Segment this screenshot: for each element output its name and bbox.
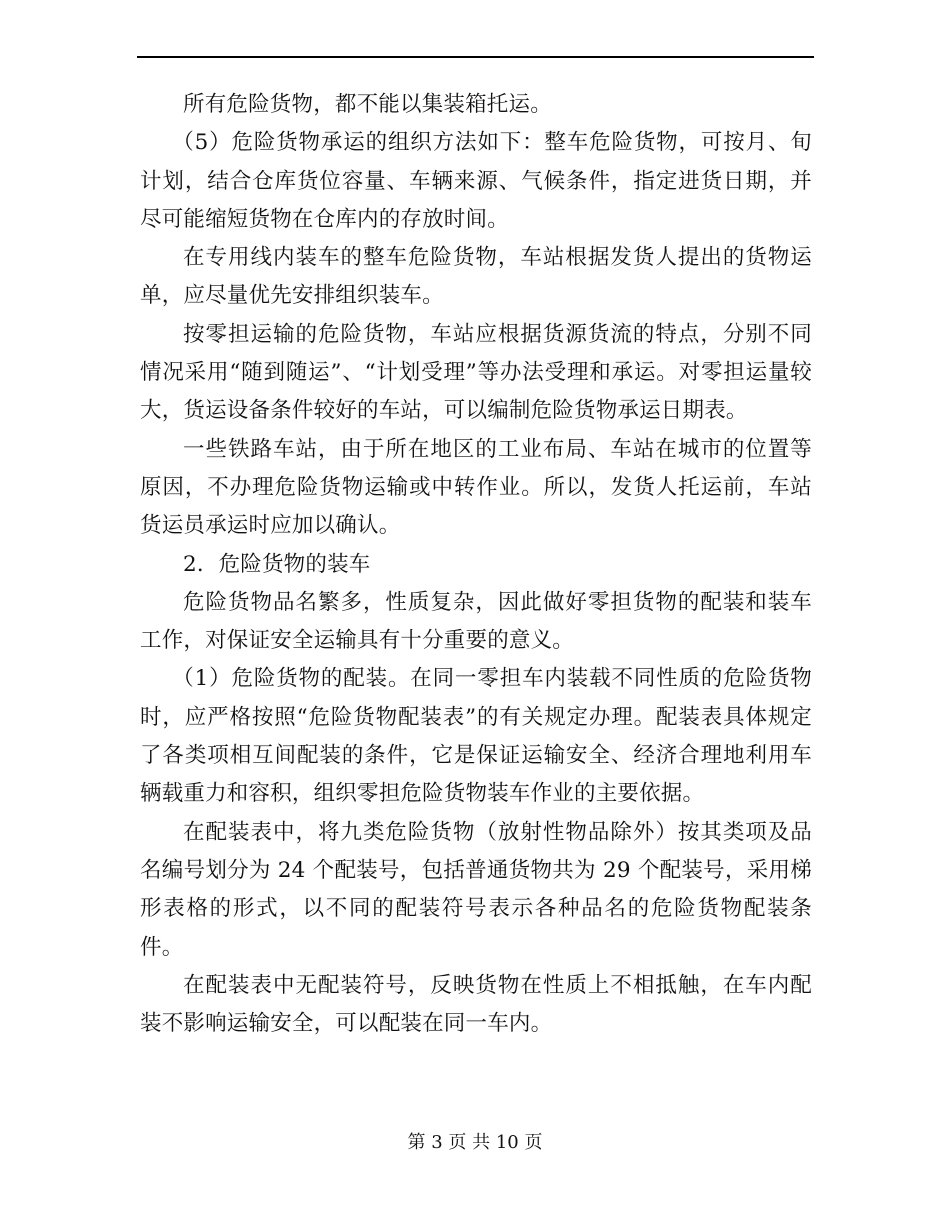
page-number-footer: 第 3 页 共 10 页 [407, 1132, 543, 1153]
header-rule [137, 56, 814, 58]
paragraph: （5）危险货物承运的组织方法如下：整车危险货物，可按月、旬计划，结合仓库货位容量、车辆来源、气候条件，指定进货日期，并尽可能缩短货物在仓库内的存放时间。 [140, 130, 812, 232]
paragraph: 危险货物品名繁多，性质复杂，因此做好零担货物的配装和装车工作，对保证安全运输具有十分重要的意义。 [140, 589, 812, 654]
section-heading: 2．危险货物的装车 [183, 551, 371, 577]
paragraph: 一些铁路车站，由于所在地区的工业布局、车站在城市的位置等原因，不办理危险货物运输或中转作业。所以，发货人托运前，车站货运员承运时应加以确认。 [140, 436, 812, 539]
paragraph: 在配装表中，将九类危险货物（放射性物品除外）按其类项及品名编号划分为 24 个配装号，包括普通货物共为 29 个配装号，采用梯形表格的形式，以不同的配装符号表示各种品名的危险货物配装条件。 [140, 819, 812, 960]
paragraph: 在专用线内装车的整车危险货物，车站根据发货人提出的货物运单，应尽量优先安排组织装车。 [140, 245, 812, 309]
paragraph: 按零担运输的危险货物，车站应根据货源货流的特点，分别不同情况采用“随到随运”、“计划受理”等办法受理和承运。对零担运量较大，货运设备条件较好的车站，可以编制危险货物承运日期表。 [140, 321, 812, 424]
paragraph: 在配装表中无配装符号，反映货物在性质上不相抵触，在车内配装不影响运输安全，可以配装在同一车内。 [140, 972, 812, 1037]
paragraph: （1）危险货物的配装。在同一零担车内装载不同性质的危险货物时，应严格按照“危险货物配装表”的有关规定办理。配装表具体规定了各类项相互间配装的条件，它是保证运输安全、经济合理地利用车辆载重力和容积，组织零担危险货物装车作业的主要依据。 [140, 666, 812, 807]
document-body [140, 86, 812, 1043]
paragraph: 所有危险货物，都不能以集装箱托运。 [183, 92, 552, 117]
